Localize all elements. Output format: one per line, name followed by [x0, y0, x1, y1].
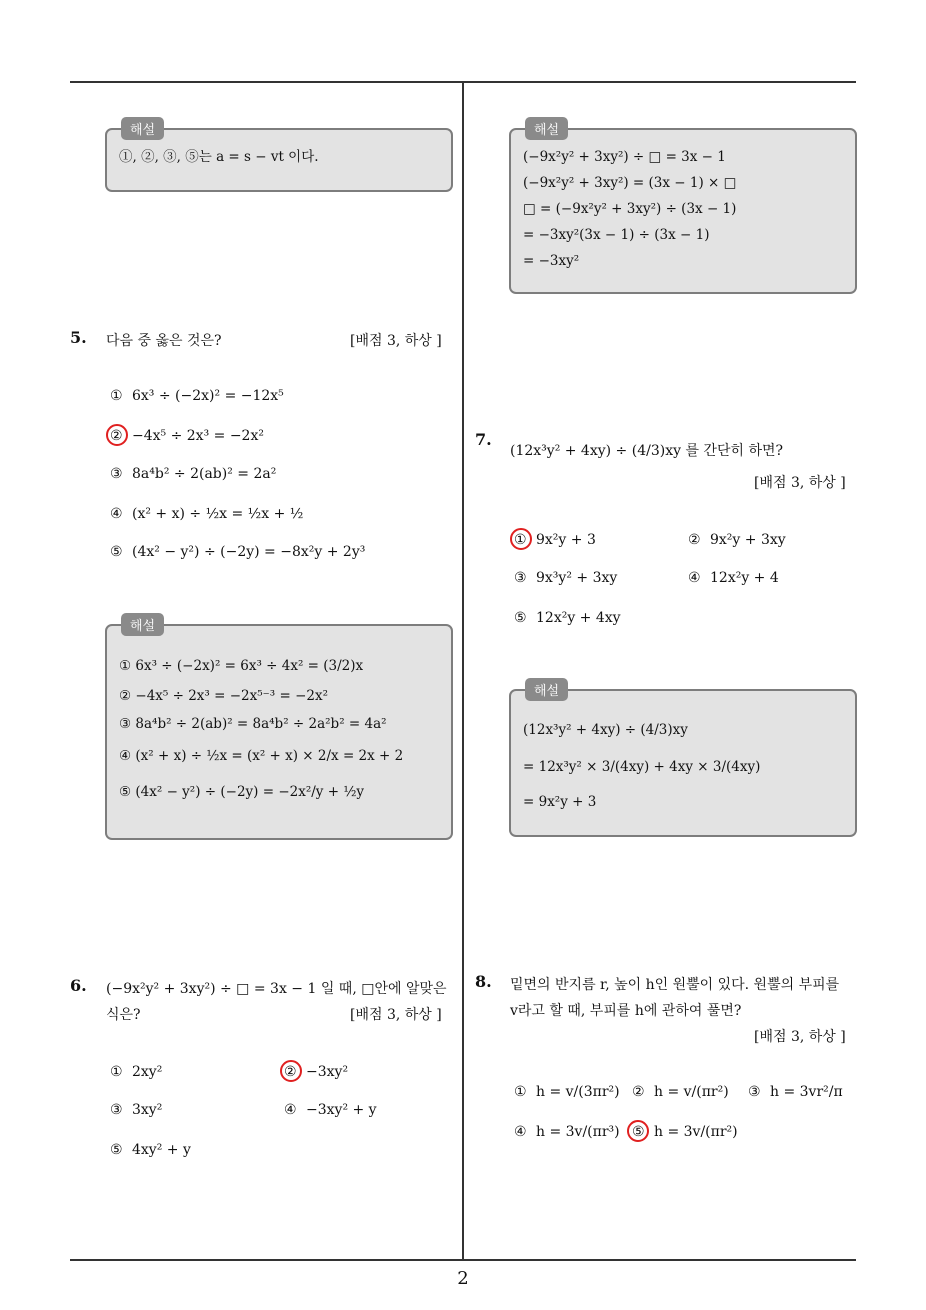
choice-2[interactable]: ② h = v/(πr²) — [632, 1084, 729, 1100]
choice-1[interactable]: ① h = v/(3πr²) — [514, 1084, 620, 1100]
question-text: 다음 중 옳은 것은? — [106, 333, 222, 349]
question-text: (12x³y² + 4xy) ÷ (4/3)xy 를 간단히 하면? — [510, 443, 784, 459]
solution-line: ④ (x² + x) ÷ ½x = (x² + x) × 2/x = 2x + 2 — [119, 748, 404, 764]
choice-5[interactable]: ⑤ h = 3v/(πr²) — [632, 1124, 738, 1140]
question-score: [배점 3, 하상 ] — [350, 333, 442, 349]
solution-box-q7 — [509, 684, 857, 837]
solution-line: ① 6x³ ÷ (−2x)² = 6x³ ÷ 4x² = (3/2)x — [119, 658, 364, 674]
question-number: 7. — [475, 430, 492, 449]
solution-box-q6 — [509, 123, 857, 294]
solution-line: ② −4x⁵ ÷ 2x³ = −2x⁵⁻³ = −2x² — [119, 688, 329, 704]
choice-1[interactable]: ① 9x²y + 3 — [514, 532, 596, 548]
question-text: 밑면의 반지름 r, 높이 h인 원뿔이 있다. 원뿔의 부피를 — [510, 977, 840, 993]
solution-line: ③ 8a⁴b² ÷ 2(ab)² = 8a⁴b² ÷ 2a²b² = 4a² — [119, 716, 387, 732]
choice-3[interactable]: ③ 3xy² — [110, 1102, 163, 1118]
choice-2[interactable]: ② 9x²y + 3xy — [688, 532, 786, 548]
choice-5[interactable]: ⑤ 12x²y + 4xy — [514, 610, 621, 626]
page-number: 2 — [457, 1268, 469, 1289]
answer-mark — [106, 424, 128, 446]
solution-tag: 해설 — [525, 678, 568, 701]
solution-line: (−9x²y² + 3xy²) ÷ □ = 3x − 1 — [523, 149, 726, 165]
choice-4[interactable]: ④ (x² + x) ÷ ½x = ½x + ½ — [110, 506, 304, 522]
solution-line: = 12x³y² × 3/(4xy) + 4xy × 3/(4xy) — [523, 759, 761, 775]
choice-3[interactable]: ③ h = 3vr²/π — [748, 1084, 843, 1100]
question-score: [배점 3, 하상 ] — [754, 1029, 846, 1045]
solution-line: = 9x²y + 3 — [523, 794, 597, 810]
solution-box-q4 — [105, 123, 453, 192]
solution-line: = −3xy²(3x − 1) ÷ (3x − 1) — [523, 227, 710, 243]
choice-2[interactable]: ② −3xy² — [284, 1064, 349, 1080]
choice-5[interactable]: ⑤ (4x² − y²) ÷ (−2y) = −8x²y + 2y³ — [110, 544, 366, 560]
solution-tag: 해설 — [525, 117, 568, 140]
question-number: 6. — [70, 976, 87, 995]
choice-3[interactable]: ③ 8a⁴b² ÷ 2(ab)² = 2a² — [110, 466, 277, 482]
question-text: (−9x²y² + 3xy²) ÷ □ = 3x − 1 일 때, □안에 알맞은 — [106, 981, 447, 997]
answer-mark — [510, 528, 532, 550]
bottom-rule — [70, 1259, 856, 1261]
solution-line: ⑤ (4x² − y²) ÷ (−2y) = −2x²/y + ½y — [119, 784, 365, 800]
solution-line: (12x³y² + 4xy) ÷ (4/3)xy — [523, 722, 688, 738]
answer-mark — [627, 1120, 649, 1142]
choice-5[interactable]: ⑤ 4xy² + y — [110, 1142, 191, 1158]
solution-line: = −3xy² — [523, 253, 580, 269]
choice-2[interactable]: ② −4x⁵ ÷ 2x³ = −2x² — [110, 428, 264, 444]
solution-line: ①, ②, ③, ⑤는 a = s − vt 이다. — [119, 149, 319, 165]
solution-tag: 해설 — [121, 117, 164, 140]
question-score: [배점 3, 하상 ] — [350, 1007, 442, 1023]
choice-1[interactable]: ① 6x³ ÷ (−2x)² = −12x⁵ — [110, 388, 284, 404]
choice-4[interactable]: ④ 12x²y + 4 — [688, 570, 779, 586]
choice-4[interactable]: ④ −3xy² + y — [284, 1102, 377, 1118]
answer-mark — [280, 1060, 302, 1082]
question-number: 8. — [475, 972, 492, 991]
solution-box-q5 — [105, 619, 453, 840]
question-number: 5. — [70, 328, 87, 347]
solution-line: (−9x²y² + 3xy²) = (3x − 1) × □ — [523, 175, 737, 191]
choice-1[interactable]: ① 2xy² — [110, 1064, 163, 1080]
solution-line: □ = (−9x²y² + 3xy²) ÷ (3x − 1) — [523, 201, 737, 217]
column-divider — [462, 82, 464, 1260]
choice-4[interactable]: ④ h = 3v/(πr³) — [514, 1124, 620, 1140]
choice-3[interactable]: ③ 9x³y² + 3xy — [514, 570, 618, 586]
solution-tag: 해설 — [121, 613, 164, 636]
question-score: [배점 3, 하상 ] — [754, 475, 846, 491]
question-text: v라고 할 때, 부피를 h에 관하여 풀면? — [510, 1003, 742, 1019]
question-text: 식은? — [106, 1007, 141, 1023]
